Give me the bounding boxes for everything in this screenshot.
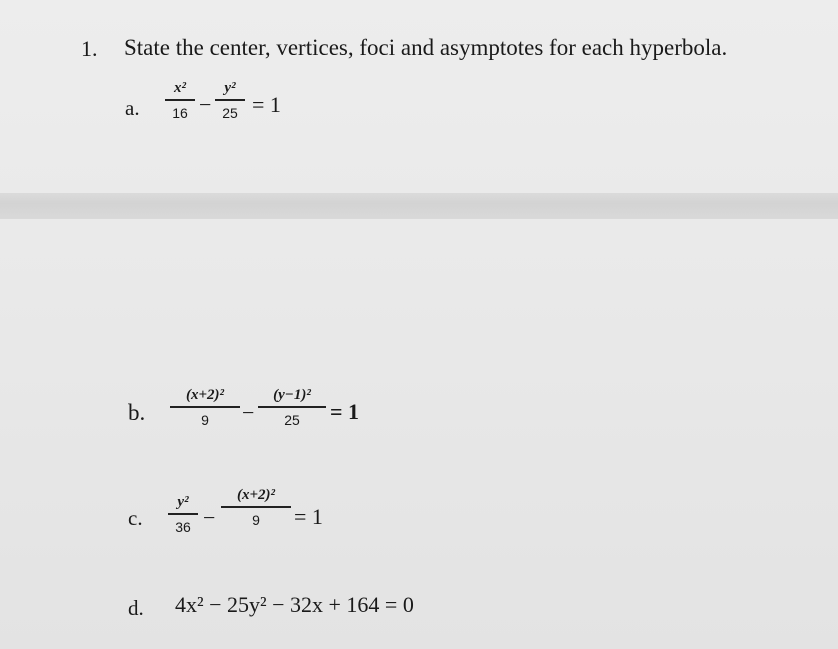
denominator: 25 [284,411,300,428]
equation-rhs-a: = 1 [252,92,281,117]
fraction-bar [215,99,245,101]
numerator: (x+2)² [185,387,225,403]
minus-operator-c: − [203,505,216,530]
denominator: 9 [252,511,260,528]
fraction-bar [221,506,291,508]
equation-rhs-b: = 1 [330,399,360,424]
item-label-a: a. [125,96,140,120]
denominator: 9 [201,411,209,428]
item-label-b: b. [128,400,146,425]
fraction-b-term1 [170,387,240,428]
numerator: y² [177,494,189,510]
numerator: (y−1)² [273,387,311,403]
denominator: 36 [175,518,191,535]
numerator: x² [174,80,186,96]
fraction-a-term1 [165,80,195,121]
equation-d: 4x² − 25y² − 32x + 164 = 0 [175,592,414,617]
equation-rhs-c: = 1 [294,504,323,529]
minus-operator-b: − [242,400,255,425]
fraction-a-term2 [215,80,245,121]
fraction-c-term2 [221,487,291,528]
question-number: 1. [81,36,98,61]
minus-operator-a: − [199,92,212,117]
fraction-c-term1 [168,494,198,535]
question-prompt: State the center, vertices, foci and asymptotes for each hyperbola. [124,35,728,60]
denominator: 25 [222,104,238,121]
fraction-b-term2 [258,387,326,428]
item-label-c: c. [128,506,143,530]
fraction-bar [168,513,198,515]
item-label-d: d. [128,596,144,620]
fraction-bar [258,406,326,408]
numerator: y² [224,80,236,96]
numerator: (x+2)² [236,487,276,503]
fraction-bar [165,99,195,101]
fraction-bar [170,406,240,408]
paper-fold-shadow [0,193,838,219]
denominator: 16 [172,104,188,121]
